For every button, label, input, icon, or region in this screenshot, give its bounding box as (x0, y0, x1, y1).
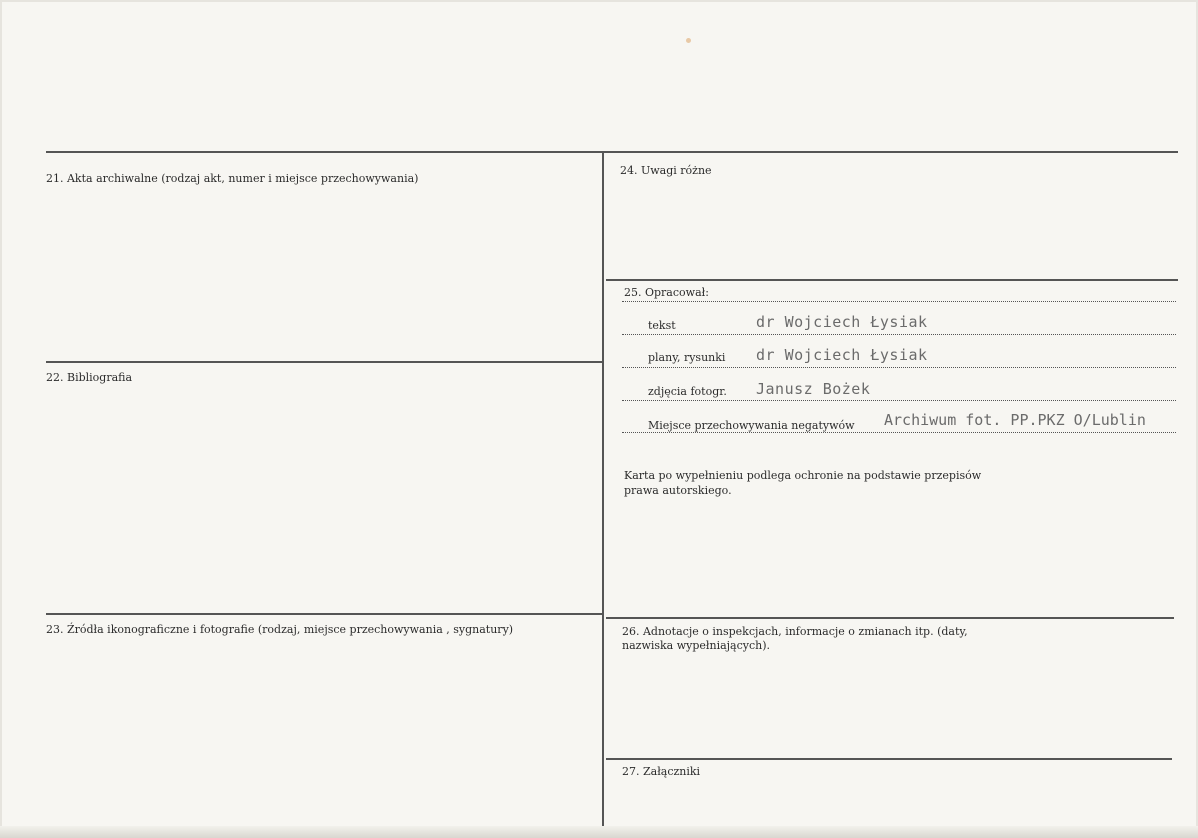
tekst-label: tekst (648, 319, 676, 332)
section-25-rule (606, 279, 1178, 281)
copyright-note-line-2: prawa autorskiego. (624, 484, 732, 497)
scan-bottom-edge (0, 826, 1198, 838)
zdjecia-dotted-line (622, 400, 1176, 401)
section-27-rule (606, 758, 1172, 760)
section-26-label-line-1: 26. Adnotacje o inspekcjach, informacje o zmianach itp. (daty, (622, 625, 968, 638)
section-25-label: 25. Opracował: (624, 286, 709, 299)
miejsce-value: Archiwum fot. PP.PKZ O/Lublin (884, 411, 1146, 429)
section-26-rule (606, 617, 1174, 619)
tekst-dotted-line (622, 334, 1176, 335)
miejsce-label: Miejsce przechowywania negatywów (648, 419, 855, 432)
section-27-label: 27. Załączniki (622, 765, 701, 778)
section-26-label-line-2: nazwiska wypełniających). (622, 639, 771, 652)
opracowal-dotted-line (622, 301, 1176, 302)
column-divider (602, 152, 604, 828)
copyright-note (624, 468, 1044, 498)
tekst-value: dr Wojciech Łysiak (756, 313, 928, 331)
miejsce-dotted-line (622, 432, 1176, 433)
section-24-label: 24. Uwagi różne (620, 164, 712, 177)
plany-value: dr Wojciech Łysiak (756, 346, 928, 364)
copyright-note-line-1: Karta po wypełnieniu podlega ochronie na podstawie przepisów (624, 469, 982, 482)
top-rule (46, 151, 1178, 153)
section-21-label: 21. Akta archiwalne (rodzaj akt, numer i miejsce przechowywania) (46, 172, 419, 185)
plany-label: plany, rysunki (648, 351, 726, 364)
section-22-label: 22. Bibliografia (46, 371, 133, 384)
section-23-rule (46, 613, 602, 615)
zdjecia-value: Janusz Bożek (756, 380, 871, 398)
zdjecia-label: zdjęcia fotogr. (648, 385, 727, 398)
paper-speck (686, 38, 691, 43)
plany-dotted-line (622, 367, 1176, 368)
section-22-rule (46, 361, 602, 363)
section-23-label: 23. Źródła ikonograficzne i fotografie (rodzaj, miejsce przechowywania , sygnatury) (46, 623, 514, 636)
